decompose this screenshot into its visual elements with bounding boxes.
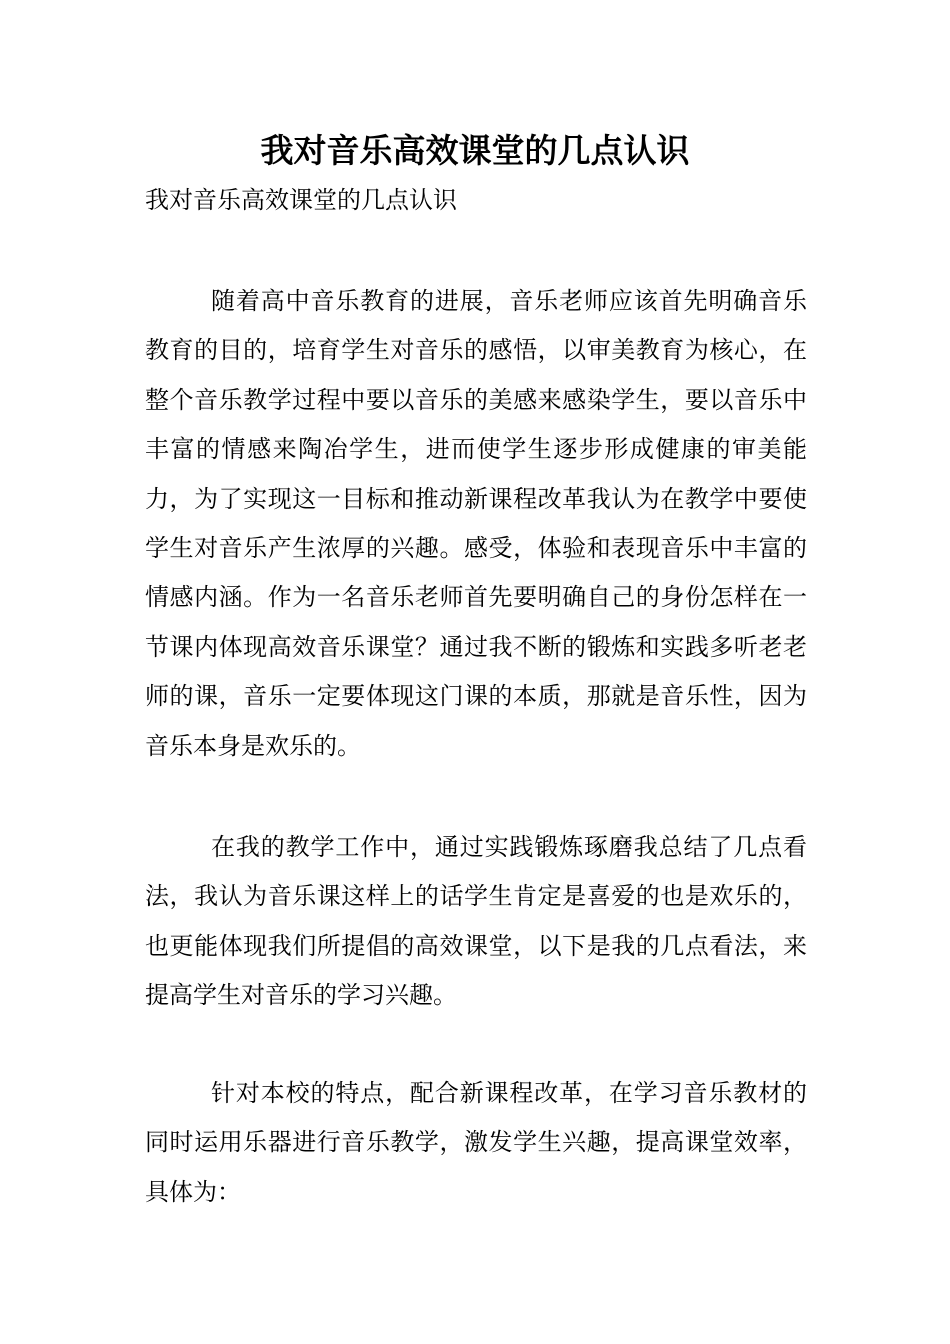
paragraph-1: 随着高中音乐教育的进展，音乐老师应该首先明确音乐教育的目的，培育学生对音乐的感悟，以审美教育为核心，在整个音乐教学过程中要以音乐的美感来感染学生，要以音乐中丰富的情感来陶冶学生，进而使学生逐步形成健康的审美能力，为了实现这一目标和推动新课程改革我认为在教学中要使学生对音乐产生浓厚的兴趣。感受，体验和表现音乐中丰富的情感内涵。作为一名音乐老师首先要明确自己的身份怎样在一节课内体现高效音乐课堂？通过我不断的锻炼和实践多听老老师的课，音乐一定要体现这门课的本质，那就是音乐性，因为音乐本身是欢乐的。 xyxy=(145,287,807,760)
document-title: 我对音乐高效课堂的几点认识 xyxy=(260,131,690,170)
document-subtitle: 我对音乐高效课堂的几点认识 xyxy=(145,186,457,214)
paragraph-2: 在我的教学工作中，通过实践锻炼琢磨我总结了几点看法，我认为音乐课这样上的话学生肯定是喜爱的也是欢乐的，也更能体现我们所提倡的高效课堂，以下是我的几点看法，来提高学生对音乐的学习兴趣。 xyxy=(145,833,807,1010)
paragraph-3: 针对本校的特点，配合新课程改革，在学习音乐教材的同时运用乐器进行音乐教学，激发学生兴趣，提高课堂效率，具体为： xyxy=(145,1079,807,1206)
